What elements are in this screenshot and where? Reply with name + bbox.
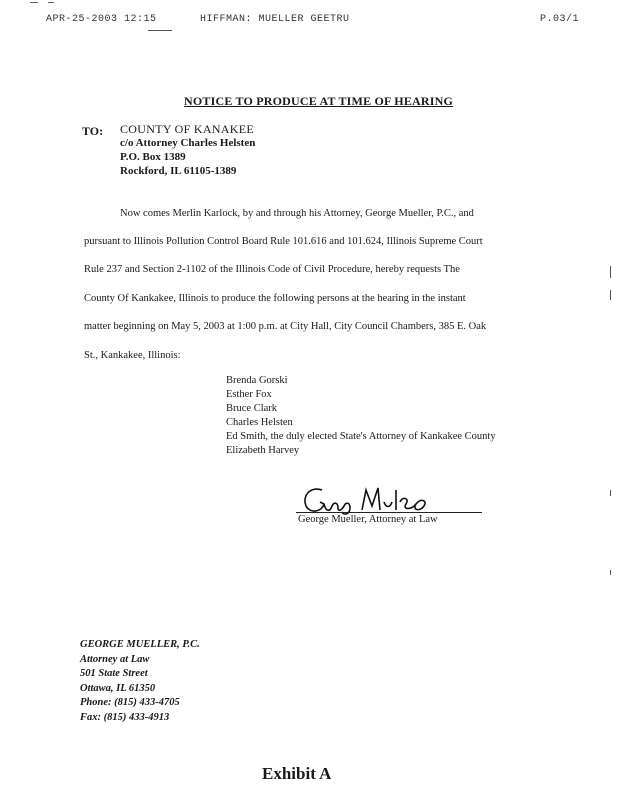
- fax-header: [0, 14, 618, 28]
- person-item: Elizabeth Harvey: [226, 445, 300, 456]
- firm-line: Phone: (815) 433-4705: [80, 697, 180, 709]
- body-line: County Of Kankakee, Illinois to produce the following persons at the hearing in the instant: [84, 293, 466, 304]
- document-title: NOTICE TO PRODUCE AT TIME OF HEARING: [184, 94, 454, 108]
- body-line: Now comes Merlin Karlock, by and through his Attorney, George Mueller, P.C., and: [120, 208, 474, 219]
- person-item: Charles Helsten: [226, 417, 293, 428]
- firm-address-block: [80, 638, 200, 726]
- fax-artifact-line: [30, 2, 38, 3]
- recipient-line: P.O. Box 1389: [120, 151, 186, 163]
- recipient-address: [120, 122, 255, 178]
- body-line: pursuant to Illinois Pollution Control Board Rule 101.616 and 101.624, Illinois Supreme Court: [84, 236, 483, 247]
- recipient-line: c/o Attorney Charles Helsten: [120, 137, 256, 149]
- fax-artifact-line: [148, 30, 172, 31]
- to-label: TO:: [82, 124, 104, 138]
- scan-edge-mark: [610, 266, 611, 278]
- signature-line: [296, 512, 482, 513]
- person-item: Esther Fox: [226, 389, 272, 400]
- persons-list: [226, 374, 496, 458]
- exhibit-label: Exhibit A: [262, 764, 332, 783]
- person-item: Ed Smith, the duly elected State's Attorney of Kankakee County: [226, 431, 496, 442]
- person-item: Bruce Clark: [226, 403, 278, 414]
- fax-sender: HIFFMAN: MUELLER GEETRU: [200, 14, 350, 25]
- firm-line: Attorney at Law: [80, 653, 150, 665]
- firm-line: GEORGE MUELLER, P.C.: [80, 639, 200, 650]
- firm-line: Fax: (815) 433-4913: [80, 711, 170, 723]
- body-line: St., Kankakee, Illinois:: [84, 350, 181, 361]
- firm-line: Ottawa, IL 61350: [80, 682, 156, 694]
- signer-name: George Mueller, Attorney at Law: [298, 514, 438, 525]
- body-line: matter beginning on May 5, 2003 at 1:00 p.m. at City Hall, City Council Chambers, 385 E. Oak: [84, 321, 487, 332]
- recipient-line: COUNTY OF KANAKEE: [120, 122, 254, 136]
- fax-page-number: P.03/1: [540, 14, 580, 25]
- scan-edge-mark: [610, 490, 611, 496]
- recipient-line: Rockford, IL 61105-1389: [120, 165, 237, 177]
- scan-edge-mark: [610, 570, 611, 575]
- firm-line: 501 State Street: [80, 668, 148, 680]
- person-item: Brenda Gorski: [226, 375, 288, 386]
- fax-artifact-line: [48, 2, 54, 3]
- body-paragraph: [84, 200, 544, 370]
- scan-edge-mark: [610, 290, 611, 300]
- body-line: Rule 237 and Section 2-1102 of the Illinois Code of Civil Procedure, hereby requests The: [84, 264, 460, 275]
- fax-date-time: APR-25-2003 12:15: [46, 14, 157, 25]
